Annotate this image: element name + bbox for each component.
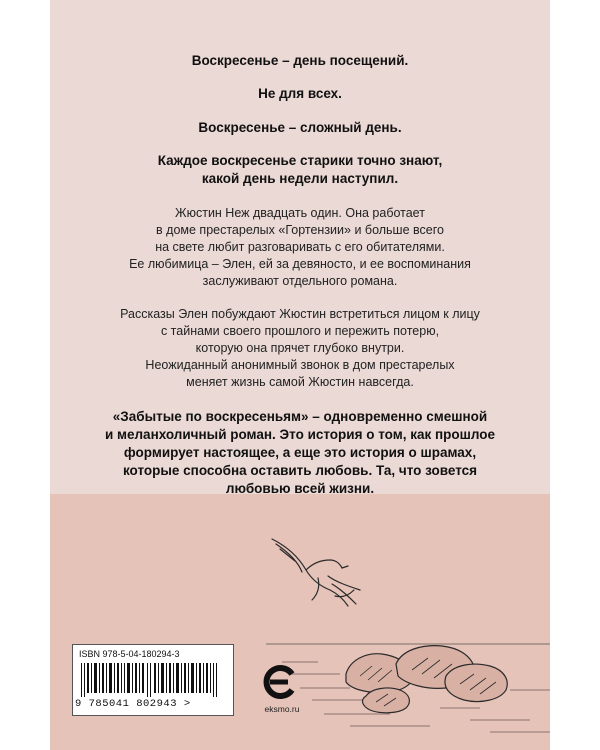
isbn-label: ISBN 978-5-04-180294-3 <box>79 649 180 659</box>
back-cover <box>50 0 550 750</box>
summary-line: любовью всей жизни. <box>225 481 375 496</box>
paragraph-1-line: на свете любит разговаривать с его обитателями. <box>155 240 445 254</box>
summary-line: которые способна оставить любовь. Та, что зовется <box>122 463 478 478</box>
barcode-box <box>72 644 234 716</box>
publisher-logo-icon <box>262 664 298 700</box>
paragraph-2-line: с тайнами своего прошлого и пережить потерю, <box>160 324 440 338</box>
tagline-2: Не для всех. <box>258 86 342 101</box>
tagline-key-line-1: Каждое воскресенье старики точно знают, <box>157 153 443 168</box>
paragraph-2-line: меняет жизнь самой Жюстин навсегда. <box>186 375 414 389</box>
paragraph-1-line: в доме престарелых «Гортензии» и больше всего <box>156 223 444 237</box>
paragraph-2-line: Неожиданный анонимный звонок в дом престарелых <box>145 358 455 372</box>
summary-line: формирует настоящее, а еще это история о шрамах, <box>123 445 477 460</box>
paragraph-1-line: Ее любимица – Элен, ей за девяносто, и ее воспоминания <box>129 257 471 271</box>
tagline-key-line-2: какой день недели наступил. <box>201 171 399 186</box>
paragraph-1-line: заслуживают отдельного романа. <box>202 274 398 288</box>
tagline-3: Воскресенье – сложный день. <box>198 120 402 135</box>
barcode-digits: 9 785041 802943 > <box>75 698 191 710</box>
publisher-url: eksmo.ru <box>264 704 300 714</box>
summary-line: и меланхоличный роман. Это история о том, как прошлое <box>104 427 496 442</box>
barcode-bars <box>79 663 227 697</box>
summary-line: «Забытые по воскресеньям» – одновременно смешной <box>112 409 488 424</box>
paragraph-2-line: Рассказы Элен побуждают Жюстин встретиться лицом к лицу <box>120 307 480 321</box>
tagline-1: Воскресенье – день посещений. <box>191 53 409 68</box>
rocks-drawing <box>346 646 507 713</box>
paragraph-1-line: Жюстин Неж двадцать один. Она работает <box>175 206 425 220</box>
paragraph-2-line: которую она прячет глубоко внутри. <box>195 341 405 355</box>
seagull-drawing <box>272 539 360 606</box>
